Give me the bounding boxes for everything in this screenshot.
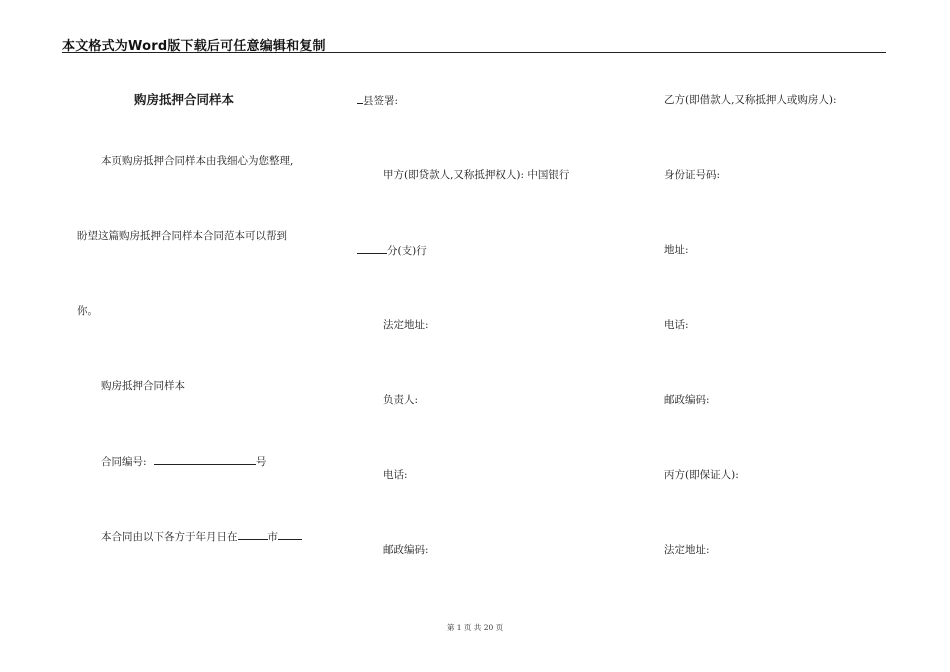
parties-line-city: 市 [267, 531, 278, 543]
contract-number-blank [154, 454, 256, 465]
page-current: 1 [456, 623, 462, 632]
county-blank [278, 529, 302, 540]
contract-subtitle: 购房抵押合同样本 [101, 380, 185, 392]
page-label-suffix: 页 [495, 623, 504, 632]
branch-blank [357, 243, 387, 254]
party-a-line: 甲方(即贷款人,又称抵押权人): 中国银行 [383, 169, 570, 181]
document-title: 购房抵押合同样本 [134, 92, 235, 107]
branch-label: 分(支)行 [387, 245, 427, 257]
county-sign-line [357, 93, 398, 108]
header-text: 本文格式为Word版下载后可任意编辑和复制 [62, 39, 326, 54]
document-header [62, 34, 886, 53]
party-b-postcode: 邮政编码: [664, 394, 710, 406]
party-a-postcode: 邮政编码: [383, 544, 429, 556]
contract-number-field [101, 454, 266, 469]
contract-number-label: 合同编号: [101, 456, 147, 468]
intro-line-2: 盼望这篇购房抵押合同样本合同范本可以帮到 [77, 230, 287, 242]
party-a-person-in-charge: 负责人: [383, 394, 419, 406]
party-c-line: 丙方(即保证人): [664, 469, 739, 481]
city-blank [238, 529, 268, 540]
county-sign-label: 县签署: [363, 95, 399, 107]
branch-line [357, 243, 427, 258]
parties-line-prefix: 本合同由以下各方于年月日在 [101, 531, 238, 543]
page-label-mid: 页 共 [463, 623, 482, 632]
page-footer [0, 622, 950, 633]
party-b-phone: 电话: [664, 319, 689, 331]
party-a-legal-address: 法定地址: [383, 319, 429, 331]
intro-line-3: 你。 [77, 305, 98, 317]
page-label-prefix: 第 [446, 623, 455, 632]
page-total: 20 [483, 623, 494, 632]
party-c-legal-address: 法定地址: [664, 544, 710, 556]
parties-line [101, 529, 302, 544]
party-b-address: 地址: [664, 244, 689, 256]
party-b-id-number: 身份证号码: [664, 169, 721, 181]
party-b-line: 乙方(即借款人,又称抵押人或购房人): [664, 94, 837, 106]
contract-number-suffix: 号 [255, 456, 267, 468]
intro-line-1: 本页购房抵押合同样本由我细心为您整理, [101, 155, 294, 167]
party-a-phone: 电话: [383, 469, 408, 481]
